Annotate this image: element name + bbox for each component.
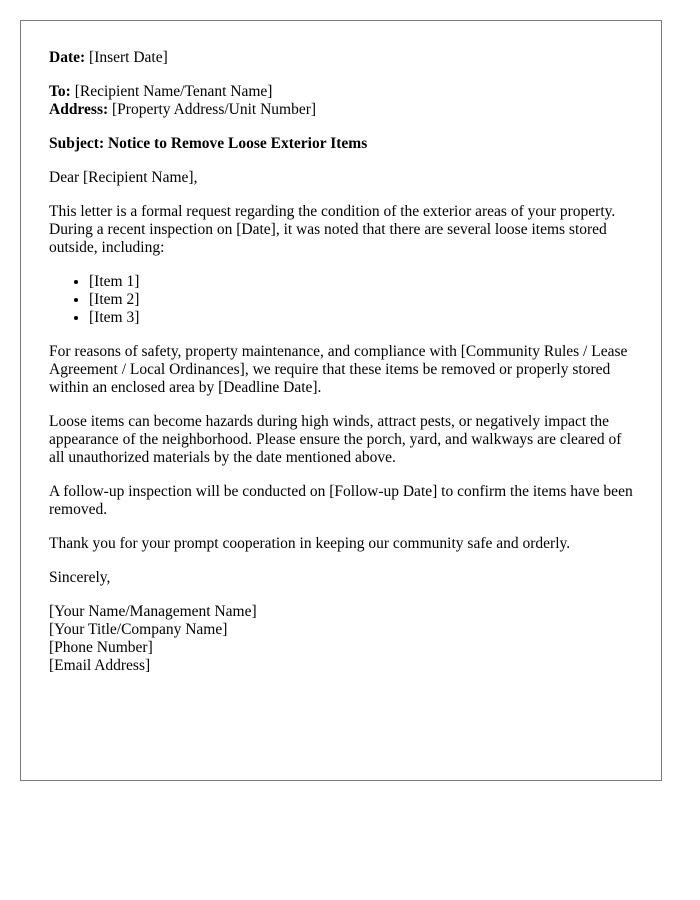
greeting: Dear [Recipient Name], <box>49 169 198 186</box>
thanks-paragraph: Thank you for your prompt cooperation in keeping our community safe and orderly. <box>49 535 571 552</box>
letter-page <box>20 20 662 781</box>
to-value: [Recipient Name/Tenant Name] <box>74 83 273 100</box>
date-line <box>49 49 633 67</box>
list-item: • [Item 3] <box>89 309 633 327</box>
address-label: Address: <box>49 101 109 118</box>
signature-title: [Your Title/Company Name] <box>49 621 228 638</box>
hazards-paragraph: Loose items can become hazards during high winds, attract pests, or negatively impact the appearance of the neighborhood. Please ensure the porch, yard, and walkways are cleared of all unauthorized materials by the date mentioned above. <box>49 413 622 466</box>
closing: Sincerely, <box>49 569 111 586</box>
list-item: • [Item 1] <box>89 273 633 291</box>
date-value: [Insert Date] <box>89 49 168 66</box>
request-paragraph: For reasons of safety, property maintenance, and compliance with [Community Rules / Lease Agreement / Local Ordinances], we require that these items be removed or properly stored within an enclosed area by [Deadline Date]. <box>49 343 628 396</box>
followup-paragraph: A follow-up inspection will be conducted on [Follow-up Date] to confirm the items have been removed. <box>49 483 633 518</box>
subject-line: Subject: Notice to Remove Loose Exterior Items <box>49 135 368 152</box>
intro-paragraph: This letter is a formal request regarding the condition of the exterior areas of your property. During a recent inspection on [Date], it was noted that there are several loose items stored outside, including: <box>49 203 616 256</box>
items-list <box>49 273 633 327</box>
date-label: Date: <box>49 49 86 66</box>
to-label: To: <box>49 83 71 100</box>
signature-email: [Email Address] <box>49 657 151 674</box>
signature-phone: [Phone Number] <box>49 639 153 656</box>
to-line <box>49 83 633 101</box>
address-value: [Property Address/Unit Number] <box>112 101 317 118</box>
signature-name: [Your Name/Management Name] <box>49 603 257 620</box>
list-item: • [Item 2] <box>89 291 633 309</box>
recipient-block <box>49 83 633 119</box>
signature-block <box>49 603 633 675</box>
address-line <box>49 101 633 119</box>
